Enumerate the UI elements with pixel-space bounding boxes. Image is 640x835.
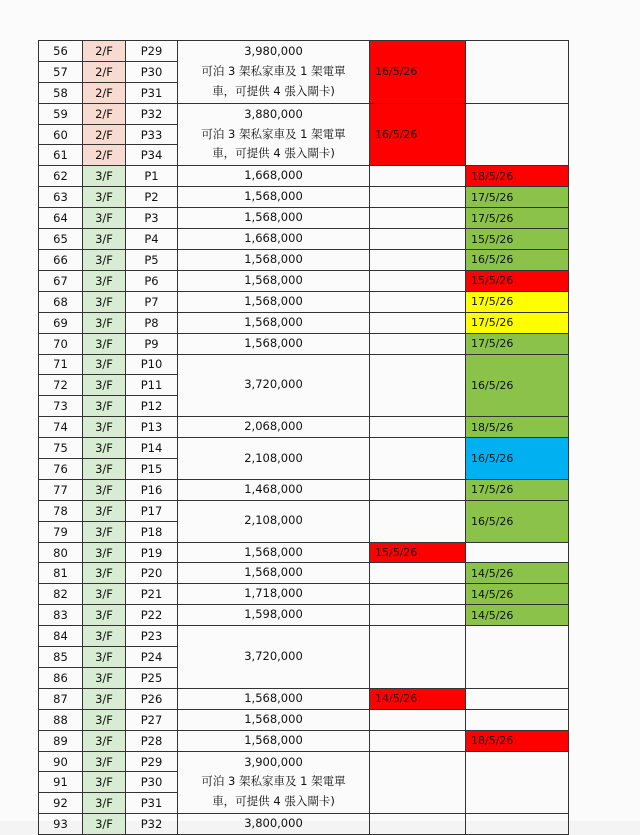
date-col-a-cell bbox=[370, 187, 466, 208]
floor-cell: 3/F bbox=[83, 814, 126, 835]
row-number-cell: 93 bbox=[39, 814, 83, 835]
space-cell: P7 bbox=[126, 291, 178, 312]
date-col-b-cell: 17/5/26 bbox=[466, 187, 569, 208]
price-value: 1,568,000 bbox=[244, 711, 303, 726]
floor-cell: 3/F bbox=[83, 354, 126, 375]
space-cell: P21 bbox=[126, 584, 178, 605]
date-col-a-cell bbox=[370, 417, 466, 438]
price-cell bbox=[178, 500, 370, 542]
row-number-cell: 85 bbox=[39, 647, 83, 668]
floor-cell: 3/F bbox=[83, 584, 126, 605]
row-number-cell: 81 bbox=[39, 563, 83, 584]
space-cell: P20 bbox=[126, 563, 178, 584]
price-value: 3,880,000 bbox=[244, 106, 303, 121]
space-cell: P24 bbox=[126, 647, 178, 668]
date-col-b-cell: 16/5/26 bbox=[466, 500, 569, 542]
floor-cell: 2/F bbox=[83, 103, 126, 124]
price-cell bbox=[178, 270, 370, 291]
date-col-b-cell bbox=[466, 814, 569, 835]
floor-cell: 2/F bbox=[83, 145, 126, 166]
price-note-line: 可泊 3 架私家車及 1 架電單 bbox=[201, 126, 346, 141]
date-col-a-cell bbox=[370, 208, 466, 229]
floor-cell: 3/F bbox=[83, 249, 126, 270]
price-value: 1,568,000 bbox=[244, 189, 303, 204]
table-row bbox=[39, 584, 569, 605]
date-col-b-cell bbox=[466, 542, 569, 563]
table-row bbox=[39, 605, 569, 626]
floor-cell: 3/F bbox=[83, 772, 126, 793]
row-number-cell: 62 bbox=[39, 166, 83, 187]
space-cell: P2 bbox=[126, 187, 178, 208]
price-value: 2,108,000 bbox=[244, 450, 303, 465]
space-cell: P29 bbox=[126, 751, 178, 772]
space-cell: P13 bbox=[126, 417, 178, 438]
row-number-cell: 56 bbox=[39, 41, 83, 62]
row-number-cell: 82 bbox=[39, 584, 83, 605]
date-col-b-cell: 17/5/26 bbox=[466, 312, 569, 333]
table-row bbox=[39, 291, 569, 312]
row-number-cell: 86 bbox=[39, 667, 83, 688]
price-cell bbox=[178, 563, 370, 584]
floor-cell: 3/F bbox=[83, 291, 126, 312]
price-value: 1,568,000 bbox=[244, 293, 303, 308]
table-row bbox=[39, 187, 569, 208]
space-cell: P29 bbox=[126, 41, 178, 62]
row-number-cell: 73 bbox=[39, 396, 83, 417]
table-row bbox=[39, 542, 569, 563]
price-note-line: 車，可提供 4 張入閘卡) bbox=[212, 794, 335, 809]
row-number-cell: 59 bbox=[39, 103, 83, 124]
space-cell: P22 bbox=[126, 605, 178, 626]
table-row bbox=[39, 312, 569, 333]
price-cell bbox=[178, 417, 370, 438]
floor-cell: 3/F bbox=[83, 500, 126, 521]
date-col-a-cell: 16/5/26 bbox=[370, 41, 466, 104]
parking-price-table bbox=[38, 40, 569, 835]
floor-cell: 3/F bbox=[83, 458, 126, 479]
date-col-b-cell: 14/5/26 bbox=[466, 605, 569, 626]
table-row bbox=[39, 270, 569, 291]
space-cell: P28 bbox=[126, 730, 178, 751]
space-cell: P26 bbox=[126, 688, 178, 709]
space-cell: P18 bbox=[126, 521, 178, 542]
date-col-a-cell: 16/5/26 bbox=[370, 103, 466, 166]
space-cell: P32 bbox=[126, 814, 178, 835]
date-col-b-cell: 16/5/26 bbox=[466, 249, 569, 270]
row-number-cell: 68 bbox=[39, 291, 83, 312]
date-col-b-cell: 14/5/26 bbox=[466, 563, 569, 584]
floor-cell: 3/F bbox=[83, 542, 126, 563]
row-number-cell: 76 bbox=[39, 458, 83, 479]
price-value: 1,568,000 bbox=[244, 251, 303, 266]
date-col-b-cell: 17/5/26 bbox=[466, 479, 569, 500]
space-cell: P1 bbox=[126, 166, 178, 187]
date-col-b-cell bbox=[466, 103, 569, 166]
date-col-b-cell bbox=[466, 709, 569, 730]
date-col-a-cell bbox=[370, 333, 466, 354]
row-number-cell: 66 bbox=[39, 249, 83, 270]
price-cell bbox=[178, 542, 370, 563]
space-cell: P25 bbox=[126, 667, 178, 688]
date-col-b-cell: 15/5/26 bbox=[466, 270, 569, 291]
row-number-cell: 72 bbox=[39, 375, 83, 396]
row-number-cell: 78 bbox=[39, 500, 83, 521]
space-cell: P8 bbox=[126, 312, 178, 333]
space-cell: P6 bbox=[126, 270, 178, 291]
space-cell: P4 bbox=[126, 229, 178, 250]
date-col-b-cell: 16/5/26 bbox=[466, 354, 569, 417]
price-value: 1,668,000 bbox=[244, 168, 303, 183]
floor-cell: 2/F bbox=[83, 82, 126, 103]
table-row bbox=[39, 688, 569, 709]
floor-cell: 3/F bbox=[83, 312, 126, 333]
date-col-a-cell bbox=[370, 354, 466, 417]
floor-cell: 3/F bbox=[83, 438, 126, 459]
floor-cell: 3/F bbox=[83, 333, 126, 354]
price-cell bbox=[178, 626, 370, 689]
price-value: 1,568,000 bbox=[244, 335, 303, 350]
date-col-a-cell bbox=[370, 249, 466, 270]
row-number-cell: 83 bbox=[39, 605, 83, 626]
date-col-a-cell bbox=[370, 438, 466, 480]
price-value: 1,568,000 bbox=[244, 732, 303, 747]
floor-cell: 3/F bbox=[83, 229, 126, 250]
price-value: 3,720,000 bbox=[244, 377, 303, 392]
row-number-cell: 64 bbox=[39, 208, 83, 229]
price-cell bbox=[178, 187, 370, 208]
table-row bbox=[39, 333, 569, 354]
table-row bbox=[39, 249, 569, 270]
price-cell bbox=[178, 249, 370, 270]
price-value: 3,980,000 bbox=[244, 43, 303, 58]
floor-cell: 3/F bbox=[83, 563, 126, 584]
price-value: 2,108,000 bbox=[244, 513, 303, 528]
space-cell: P15 bbox=[126, 458, 178, 479]
row-number-cell: 84 bbox=[39, 626, 83, 647]
price-value: 3,900,000 bbox=[244, 754, 303, 769]
row-number-cell: 70 bbox=[39, 333, 83, 354]
date-col-a-cell bbox=[370, 229, 466, 250]
price-value: 1,468,000 bbox=[244, 481, 303, 496]
date-col-a-cell bbox=[370, 500, 466, 542]
price-cell bbox=[178, 333, 370, 354]
date-col-b-cell: 14/5/26 bbox=[466, 584, 569, 605]
space-cell: P32 bbox=[126, 103, 178, 124]
row-number-cell: 79 bbox=[39, 521, 83, 542]
price-cell bbox=[178, 166, 370, 187]
row-number-cell: 87 bbox=[39, 688, 83, 709]
date-col-a-cell bbox=[370, 605, 466, 626]
date-col-b-cell: 17/5/26 bbox=[466, 208, 569, 229]
space-cell: P10 bbox=[126, 354, 178, 375]
floor-cell: 2/F bbox=[83, 124, 126, 145]
price-cell bbox=[178, 814, 370, 835]
price-cell bbox=[178, 103, 370, 166]
row-number-cell: 88 bbox=[39, 709, 83, 730]
floor-cell: 3/F bbox=[83, 793, 126, 814]
price-value: 1,668,000 bbox=[244, 231, 303, 246]
row-number-cell: 91 bbox=[39, 772, 83, 793]
price-value: 1,568,000 bbox=[244, 210, 303, 225]
floor-cell: 3/F bbox=[83, 396, 126, 417]
space-cell: P19 bbox=[126, 542, 178, 563]
price-cell bbox=[178, 584, 370, 605]
date-col-a-cell bbox=[370, 479, 466, 500]
row-number-cell: 57 bbox=[39, 61, 83, 82]
date-col-b-cell: 18/5/26 bbox=[466, 417, 569, 438]
space-cell: P16 bbox=[126, 479, 178, 500]
space-cell: P31 bbox=[126, 793, 178, 814]
date-col-a-cell bbox=[370, 626, 466, 689]
price-value: 3,720,000 bbox=[244, 649, 303, 664]
price-value: 1,568,000 bbox=[244, 314, 303, 329]
date-col-a-cell bbox=[370, 709, 466, 730]
price-cell bbox=[178, 730, 370, 751]
row-number-cell: 69 bbox=[39, 312, 83, 333]
table-row bbox=[39, 417, 569, 438]
row-number-cell: 63 bbox=[39, 187, 83, 208]
row-number-cell: 60 bbox=[39, 124, 83, 145]
floor-cell: 3/F bbox=[83, 166, 126, 187]
price-value: 2,068,000 bbox=[244, 419, 303, 434]
price-cell bbox=[178, 709, 370, 730]
price-note-line: 車，可提供 4 張入閘卡) bbox=[212, 146, 335, 161]
date-col-a-cell: 14/5/26 bbox=[370, 688, 466, 709]
space-cell: P23 bbox=[126, 626, 178, 647]
row-number-cell: 80 bbox=[39, 542, 83, 563]
space-cell: P3 bbox=[126, 208, 178, 229]
price-cell bbox=[178, 208, 370, 229]
row-number-cell: 89 bbox=[39, 730, 83, 751]
price-cell bbox=[178, 688, 370, 709]
floor-cell: 3/F bbox=[83, 270, 126, 291]
row-number-cell: 65 bbox=[39, 229, 83, 250]
date-col-b-cell: 17/5/26 bbox=[466, 291, 569, 312]
space-cell: P14 bbox=[126, 438, 178, 459]
price-value: 1,568,000 bbox=[244, 690, 303, 705]
price-note-line: 可泊 3 架私家車及 1 架電單 bbox=[201, 774, 346, 789]
row-number-cell: 77 bbox=[39, 479, 83, 500]
space-cell: P30 bbox=[126, 61, 178, 82]
floor-cell: 3/F bbox=[83, 375, 126, 396]
floor-cell: 3/F bbox=[83, 688, 126, 709]
row-number-cell: 58 bbox=[39, 82, 83, 103]
price-cell bbox=[178, 354, 370, 417]
date-col-a-cell bbox=[370, 584, 466, 605]
price-cell bbox=[178, 291, 370, 312]
price-cell bbox=[178, 438, 370, 480]
price-note-line: 可泊 3 架私家車及 1 架電單 bbox=[201, 63, 346, 78]
table-row bbox=[39, 479, 569, 500]
table-row bbox=[39, 626, 569, 647]
row-number-cell: 71 bbox=[39, 354, 83, 375]
space-cell: P33 bbox=[126, 124, 178, 145]
price-value: 1,598,000 bbox=[244, 607, 303, 622]
table-row bbox=[39, 438, 569, 459]
price-value: 1,718,000 bbox=[244, 586, 303, 601]
row-number-cell: 61 bbox=[39, 145, 83, 166]
table-row bbox=[39, 730, 569, 751]
price-value: 1,568,000 bbox=[244, 272, 303, 287]
floor-cell: 3/F bbox=[83, 208, 126, 229]
table-row bbox=[39, 41, 569, 62]
price-value: 1,568,000 bbox=[244, 544, 303, 559]
date-col-a-cell: 15/5/26 bbox=[370, 542, 466, 563]
space-cell: P12 bbox=[126, 396, 178, 417]
space-cell: P34 bbox=[126, 145, 178, 166]
date-col-a-cell bbox=[370, 814, 466, 835]
date-col-b-cell: 15/5/26 bbox=[466, 229, 569, 250]
table-row bbox=[39, 229, 569, 250]
table-row bbox=[39, 751, 569, 772]
date-col-b-cell: 18/5/26 bbox=[466, 166, 569, 187]
space-cell: P17 bbox=[126, 500, 178, 521]
row-number-cell: 75 bbox=[39, 438, 83, 459]
date-col-a-cell bbox=[370, 751, 466, 814]
floor-cell: 3/F bbox=[83, 417, 126, 438]
floor-cell: 3/F bbox=[83, 605, 126, 626]
price-cell bbox=[178, 41, 370, 104]
floor-cell: 3/F bbox=[83, 667, 126, 688]
date-col-b-cell: 16/5/26 bbox=[466, 438, 569, 480]
date-col-b-cell bbox=[466, 41, 569, 104]
table-row bbox=[39, 208, 569, 229]
date-col-a-cell bbox=[370, 166, 466, 187]
table-row bbox=[39, 709, 569, 730]
table-row bbox=[39, 563, 569, 584]
floor-cell: 3/F bbox=[83, 479, 126, 500]
row-number-cell: 90 bbox=[39, 751, 83, 772]
row-number-cell: 74 bbox=[39, 417, 83, 438]
price-cell bbox=[178, 479, 370, 500]
space-cell: P9 bbox=[126, 333, 178, 354]
floor-cell: 3/F bbox=[83, 626, 126, 647]
date-col-b-cell bbox=[466, 626, 569, 689]
price-value: 3,800,000 bbox=[244, 816, 303, 831]
date-col-b-cell: 17/5/26 bbox=[466, 333, 569, 354]
price-cell bbox=[178, 312, 370, 333]
row-number-cell: 92 bbox=[39, 793, 83, 814]
price-cell bbox=[178, 751, 370, 814]
table-row bbox=[39, 500, 569, 521]
table-row bbox=[39, 166, 569, 187]
price-value: 1,568,000 bbox=[244, 565, 303, 580]
floor-cell: 2/F bbox=[83, 61, 126, 82]
date-col-a-cell bbox=[370, 270, 466, 291]
row-number-cell: 67 bbox=[39, 270, 83, 291]
floor-cell: 2/F bbox=[83, 41, 126, 62]
price-cell bbox=[178, 229, 370, 250]
floor-cell: 3/F bbox=[83, 751, 126, 772]
floor-cell: 3/F bbox=[83, 521, 126, 542]
date-col-a-cell bbox=[370, 563, 466, 584]
price-cell bbox=[178, 605, 370, 626]
floor-cell: 3/F bbox=[83, 709, 126, 730]
date-col-b-cell bbox=[466, 751, 569, 814]
price-note-line: 車，可提供 4 張入閘卡) bbox=[212, 83, 335, 98]
table-row bbox=[39, 103, 569, 124]
space-cell: P27 bbox=[126, 709, 178, 730]
date-col-a-cell bbox=[370, 730, 466, 751]
space-cell: P11 bbox=[126, 375, 178, 396]
table-row bbox=[39, 354, 569, 375]
floor-cell: 3/F bbox=[83, 730, 126, 751]
date-col-b-cell bbox=[466, 688, 569, 709]
date-col-a-cell bbox=[370, 312, 466, 333]
table-row bbox=[39, 814, 569, 835]
space-cell: P5 bbox=[126, 249, 178, 270]
date-col-b-cell: 18/5/26 bbox=[466, 730, 569, 751]
floor-cell: 3/F bbox=[83, 187, 126, 208]
space-cell: P30 bbox=[126, 772, 178, 793]
date-col-a-cell bbox=[370, 291, 466, 312]
floor-cell: 3/F bbox=[83, 647, 126, 668]
space-cell: P31 bbox=[126, 82, 178, 103]
